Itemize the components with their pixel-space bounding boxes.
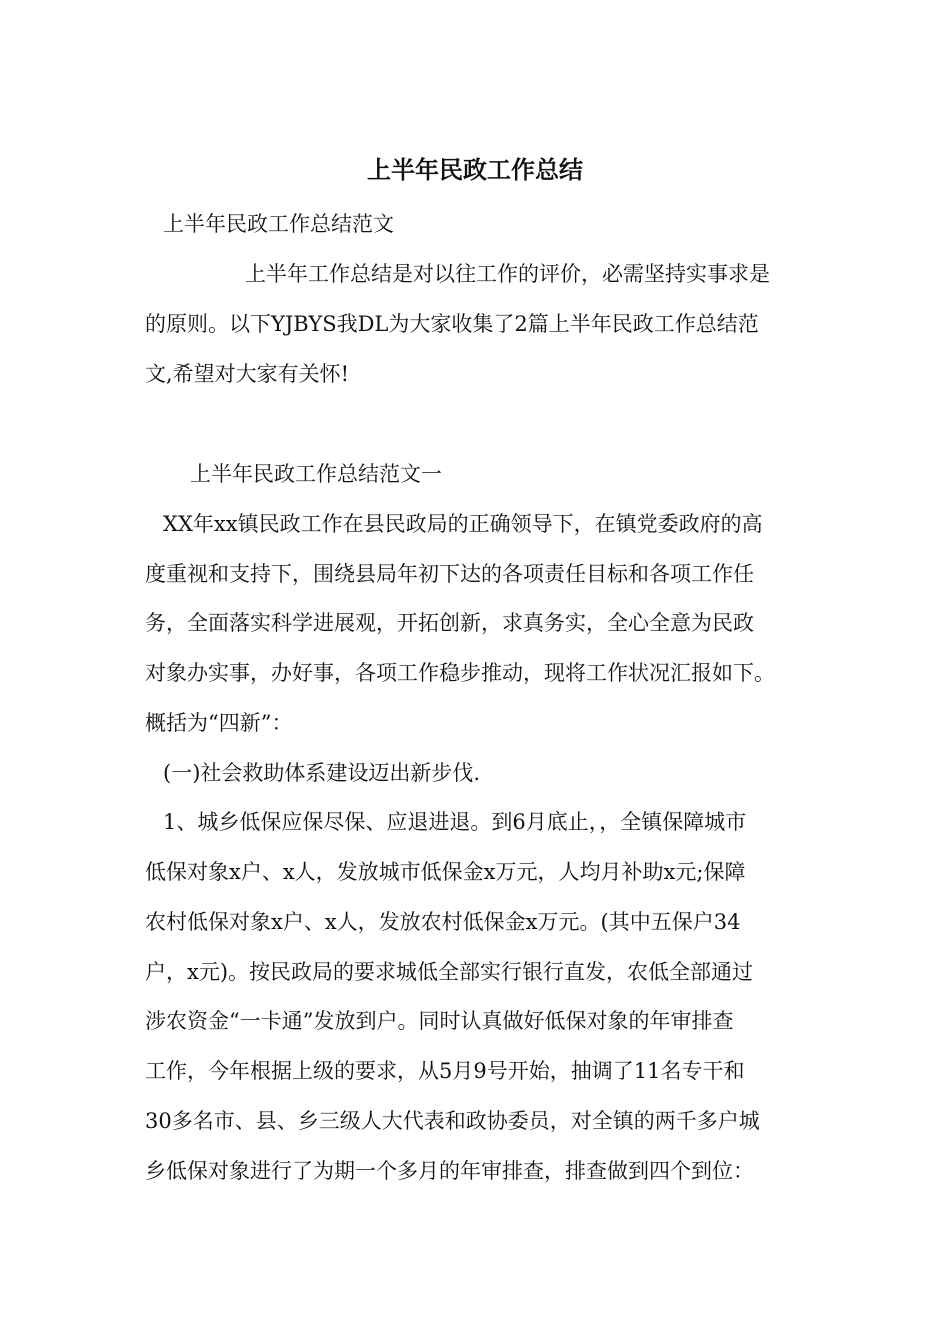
paragraph-line: 对象办实事，办好事，各项工作稳步推动，现将工作状况汇报如下。 — [145, 661, 775, 685]
paragraph-line: 乡低保对象进行了为期一个多月的年审排查，排查做到四个到位： — [145, 1159, 754, 1183]
paragraph-line: 30多名市、县、乡三级人大代表和政协委员，对全镇的两千多户城 — [145, 1109, 760, 1133]
paragraph-line: 务，全面落实科学进展观，开拓创新，求真务实，全心全意为民政 — [145, 611, 754, 635]
paragraph-line: 工作，今年根据上级的要求，从5月9号开始，抽调了11名专干和 — [145, 1059, 745, 1083]
subheading: (一)社会救助体系建设迈出新步伐. — [163, 761, 481, 785]
paragraph-line: XX年xx镇民政工作在县民政局的正确领导下，在镇党委政府的高 — [163, 512, 763, 536]
intro-line-3: 文,希望对大家有关怀! — [145, 362, 350, 386]
paragraph-line: 低保对象x户、x人，发放城市低保金x万元，人均月补助x元;保障 — [145, 860, 746, 884]
intro-line-1: 上半年工作总结是对以往工作的评价，必需坚持实事求是 — [245, 262, 770, 286]
document-title: 上半年民政工作总结 — [367, 156, 583, 184]
paragraph-line: 涉农资金“一卡通”发放到户。同时认真做好低保对象的年审排查 — [145, 1009, 734, 1033]
intro-line-2: 的原则。以下YJBYS我DL为大家收集了2篇上半年民政工作总结范 — [145, 312, 759, 336]
paragraph-line: 度重视和支持下，围绕县局年初下达的各项责任目标和各项工作任 — [145, 562, 754, 586]
paragraph-line: 1、城乡低保应保尽保、应退进退。到6月底止，，全镇保障城市 — [163, 810, 747, 834]
section-heading: 上半年民政工作总结范文一 — [190, 462, 442, 486]
paragraph-line: 户，x元)。按民政局的要求城低全部实行银行直发，农低全部通过 — [145, 960, 754, 984]
document-subtitle: 上半年民政工作总结范文 — [163, 212, 394, 236]
paragraph-line: 概括为“四新”： — [145, 711, 293, 735]
paragraph-line: 农村低保对象x户、x人，发放农村低保金x万元。(其中五保户34 — [145, 910, 741, 934]
